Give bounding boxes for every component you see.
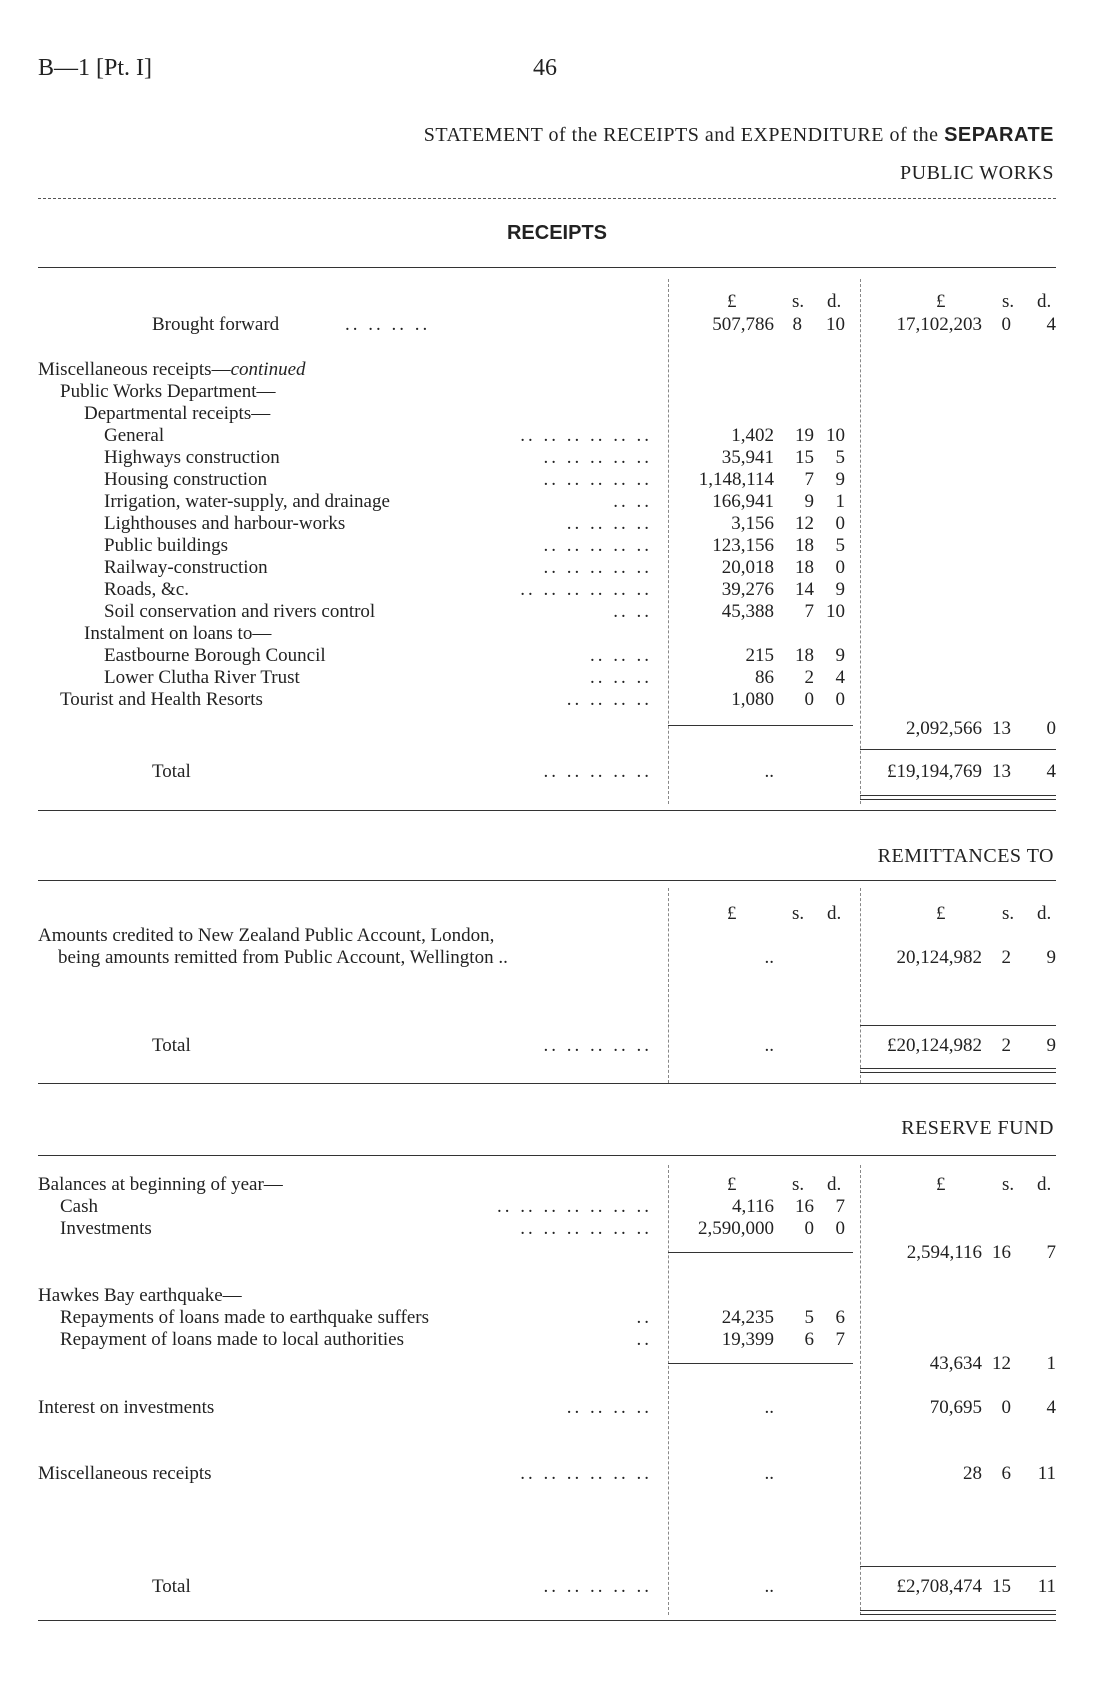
item-label: General (104, 425, 165, 446)
col2-s-header: s. (1002, 903, 1015, 924)
receipts-bottom-rule (38, 810, 1056, 811)
subtotal-pounds: 2,594,116 (906, 1242, 982, 1263)
remittance-line1: Amounts credited to New Zealand Public Account, London, (38, 925, 495, 946)
total-rule (860, 1025, 1056, 1026)
amount-shillings: 0 (804, 1218, 814, 1239)
receipts-top-rule (38, 267, 1056, 268)
amount-pounds: 1,148,114 (698, 469, 774, 490)
leaders: .. .. .. .. .. .. (520, 1463, 652, 1484)
loan-label: Lower Clutha River Trust (104, 667, 300, 688)
remittances-bottom-rule (38, 1083, 1056, 1084)
amount-pounds: 86 (755, 667, 774, 688)
pwd-heading: Public Works Department— (60, 381, 276, 402)
total-pence: 9 (1046, 1035, 1056, 1056)
col1-s-header: s. (792, 1174, 805, 1195)
amount-shillings: 0 (804, 689, 814, 710)
subtotal-pounds: 43,634 (929, 1353, 982, 1374)
remittance-pounds: 20,124,982 (896, 947, 982, 968)
reserve-top-rule (38, 1155, 1056, 1156)
total-rule (860, 1566, 1056, 1567)
subtotal-rule (668, 725, 853, 726)
receipts-heading: RECEIPTS (506, 222, 608, 244)
total-shillings: 13 (992, 761, 1011, 782)
amount-pence: 7 (835, 1196, 845, 1217)
leaders: .. .. .. .. .. .. (520, 1218, 652, 1239)
amount-pence: 0 (835, 689, 845, 710)
total-col1: .. (764, 1035, 774, 1056)
leaders: .. .. .. .. .. .. (520, 425, 652, 446)
rem-col1-divider (668, 888, 669, 1083)
subtotal-pence: 1 (1046, 1353, 1056, 1374)
statement-title (424, 124, 1054, 147)
col2-d-header: d. (1037, 903, 1052, 924)
amount-shillings: 9 (804, 491, 814, 512)
interest-label: Interest on investments (38, 1397, 215, 1418)
item-label: Highways construction (104, 447, 280, 468)
cash-label: Cash (60, 1196, 98, 1217)
brought-forward-label: Brought forward (152, 314, 280, 335)
col2-d-header: d. (1037, 291, 1052, 312)
subtotal-pence: 7 (1046, 1242, 1056, 1263)
amount-pence: 10 (826, 425, 845, 446)
amount-pounds: 19,399 (721, 1329, 774, 1350)
amount-shillings: 7 (804, 601, 814, 622)
tourist-label: Tourist and Health Resorts (60, 689, 263, 710)
leaders: .. .. .. .. (566, 513, 652, 534)
amount-pence: 4 (1046, 314, 1056, 335)
amount-shillings: 0 (1001, 314, 1011, 335)
misc-col1: .. (764, 1463, 774, 1484)
remittance-shillings: 2 (1001, 947, 1011, 968)
col1-s-header: s. (792, 903, 805, 924)
leaders: .. .. .. (590, 667, 652, 688)
subtotal-rule (668, 1363, 853, 1364)
total-label: Total (152, 1035, 191, 1056)
reserve-heading: RESERVE FUND (901, 1117, 1054, 1139)
item-label: Housing construction (104, 469, 268, 490)
leaders: .. .. .. .. .. (543, 535, 652, 556)
col1-pound-header: £ (727, 1174, 737, 1195)
misc-continued: continued (230, 359, 306, 380)
total-col1: .. (764, 1576, 774, 1597)
amount-shillings: 0 (1001, 1397, 1011, 1418)
subtotal-pence: 0 (1046, 718, 1056, 739)
item-label: Public buildings (104, 535, 229, 556)
total-label: Total (152, 761, 191, 782)
total-pounds: £20,124,982 (887, 1035, 982, 1056)
total-pounds: £2,708,474 (896, 1576, 982, 1597)
total-shillings: 2 (1001, 1035, 1011, 1056)
leaders: .. .. .. .. (566, 1397, 652, 1418)
amount-shillings: 15 (795, 447, 814, 468)
amount-shillings: 18 (795, 645, 814, 666)
col1-d-header: d. (827, 903, 842, 924)
amount-shillings: 18 (795, 535, 814, 556)
leaders: .. .. .. .. .. (543, 1576, 652, 1597)
instalment-heading: Instalment on loans to— (84, 623, 272, 644)
amount-pence: 6 (835, 1307, 845, 1328)
leaders: .. .. .. .. (345, 314, 431, 335)
title-text: STATEMENT of the RECEIPTS and EXPENDITURE of the (423, 124, 939, 146)
part-label: B—1 [Pt. I] (38, 55, 152, 81)
leaders: .. .. .. .. .. (543, 469, 652, 490)
leaders: .. .. .. .. .. (543, 557, 652, 578)
amount-pence: 0 (835, 1218, 845, 1239)
remittance-col1: .. (764, 947, 774, 968)
col1-d-header: d. (827, 1174, 842, 1195)
amount-pounds: 1,402 (731, 425, 774, 446)
amount-pence: 0 (835, 513, 845, 534)
total-pounds: £19,194,769 (887, 761, 982, 782)
res-col2-divider (860, 1165, 861, 1615)
amount-shillings: 6 (804, 1329, 814, 1350)
item-label: Lighthouses and harbour-works (104, 513, 346, 534)
double-rule-a (860, 1068, 1056, 1069)
misc-heading (38, 359, 306, 381)
page-number: 46 (533, 55, 557, 81)
double-rule-b (860, 1614, 1056, 1615)
amount-shillings: 7 (804, 469, 814, 490)
amount-shillings: 6 (1001, 1463, 1011, 1484)
amount-pence: 10 (826, 314, 845, 335)
misc-receipts-label: Miscellaneous receipts (38, 1463, 212, 1484)
double-rule-a (860, 795, 1056, 796)
item-label: Irrigation, water-supply, and drainage (104, 491, 390, 512)
col2-pound-header: £ (936, 903, 946, 924)
hawkes-heading: Hawkes Bay earthquake— (38, 1285, 242, 1306)
amount-pounds: 215 (745, 645, 774, 666)
amount-pounds: 20,018 (721, 557, 774, 578)
res-col1-divider (668, 1165, 669, 1615)
amount-pence: 7 (835, 1329, 845, 1350)
col1-d-header: d. (827, 291, 842, 312)
subtotal-shillings: 16 (992, 1242, 1011, 1263)
col2-pound-header: £ (936, 291, 946, 312)
header-rule (38, 198, 1056, 199)
total-label: Total (152, 1576, 191, 1597)
amount-shillings: 14 (795, 579, 814, 600)
amount-shillings: 5 (804, 1307, 814, 1328)
amount-pounds: 24,235 (721, 1307, 774, 1328)
amount-shillings: 2 (804, 667, 814, 688)
amount-pounds: 39,276 (721, 579, 774, 600)
amount-pence: 11 (1037, 1463, 1056, 1484)
col2-pound-header: £ (936, 1174, 946, 1195)
leaders: .. (636, 1307, 652, 1328)
departmental-heading: Departmental receipts— (84, 403, 271, 424)
amount-pence: 5 (835, 535, 845, 556)
item-label: Railway-construction (104, 557, 268, 578)
amount-pence: 1 (835, 491, 845, 512)
statement-subtitle: PUBLIC WORKS (900, 162, 1054, 184)
amount-pence: 10 (826, 601, 845, 622)
subtotal-rule (668, 1252, 853, 1253)
amount-pence: 4 (1046, 1397, 1056, 1418)
amount-pounds: 4,116 (731, 1196, 774, 1217)
amount-pounds: 35,941 (721, 447, 774, 468)
amount-pence: 9 (835, 645, 845, 666)
amount-pounds: 507,786 (712, 314, 774, 335)
remittance-line2: being amounts remitted from Public Account, Wellington .. (58, 947, 508, 968)
col1-s-header: s. (792, 291, 805, 312)
title-bold: SEPARATE (944, 124, 1054, 146)
leaders: .. .. .. .. .. .. .. (497, 1196, 652, 1217)
col2-s-header: s. (1002, 1174, 1015, 1195)
amount-pounds: 2,590,000 (698, 1218, 774, 1239)
leaders: .. (636, 1329, 652, 1350)
total-pence: 4 (1046, 761, 1056, 782)
double-rule-b (860, 1072, 1056, 1073)
leaders: .. .. (613, 601, 652, 622)
remittance-pence: 9 (1046, 947, 1056, 968)
amount-pounds: 28 (963, 1463, 982, 1484)
leaders: .. .. (613, 491, 652, 512)
amount-pence: 9 (835, 469, 845, 490)
double-rule-b (860, 799, 1056, 800)
interest-col1: .. (764, 1397, 774, 1418)
amount-pence: 5 (835, 447, 845, 468)
amount-pence: 0 (835, 557, 845, 578)
balances-heading: Balances at beginning of year— (38, 1174, 283, 1195)
rem-col2-divider (860, 888, 861, 1083)
repay1-label: Repayments of loans made to earthquake suffers (60, 1307, 429, 1328)
reserve-bottom-rule (38, 1620, 1056, 1621)
amount-pence: 9 (835, 579, 845, 600)
amount-pounds: 3,156 (731, 513, 774, 534)
amount-shillings: 19 (795, 425, 814, 446)
amount-pounds: 17,102,203 (896, 314, 982, 335)
total-shillings: 15 (992, 1576, 1011, 1597)
misc-text: Miscellaneous receipts— (38, 359, 231, 380)
amount-pounds: 70,695 (929, 1397, 982, 1418)
amount-shillings: 8 (792, 314, 802, 335)
col1-pound-header: £ (727, 291, 737, 312)
item-label: Soil conservation and rivers control (104, 601, 376, 622)
col2-d-header: d. (1037, 1174, 1052, 1195)
loan-label: Eastbourne Borough Council (104, 645, 326, 666)
total-pence: 11 (1037, 1576, 1056, 1597)
leaders: .. .. .. .. .. (543, 761, 652, 782)
remittances-heading: REMITTANCES TO (877, 845, 1054, 867)
subtotal-shillings: 12 (992, 1353, 1011, 1374)
leaders: .. .. .. .. (566, 689, 652, 710)
amount-pounds: 1,080 (731, 689, 774, 710)
total-col1: .. (764, 761, 774, 782)
amount-shillings: 12 (795, 513, 814, 534)
item-label: Roads, &c. (104, 579, 189, 600)
subtotal-shillings: 13 (992, 718, 1011, 739)
leaders: .. .. .. .. .. (543, 1035, 652, 1056)
double-rule-a (860, 1610, 1056, 1611)
subtotal-pounds: 2,092,566 (906, 718, 982, 739)
total-rule (860, 749, 1056, 750)
leaders: .. .. .. .. .. .. (520, 579, 652, 600)
amount-shillings: 16 (795, 1196, 814, 1217)
amount-pence: 4 (835, 667, 845, 688)
investments-label: Investments (60, 1218, 152, 1239)
amount-shillings: 18 (795, 557, 814, 578)
col1-pound-header: £ (727, 903, 737, 924)
repay2-label: Repayment of loans made to local authorities (60, 1329, 405, 1350)
amount-pounds: 166,941 (712, 491, 774, 512)
amount-pounds: 45,388 (721, 601, 774, 622)
leaders: .. .. .. .. .. (543, 447, 652, 468)
col2-s-header: s. (1002, 291, 1015, 312)
remittances-top-rule (38, 880, 1056, 881)
amount-pounds: 123,156 (712, 535, 774, 556)
leaders: .. .. .. (590, 645, 652, 666)
receipts-col2-divider (860, 279, 861, 804)
